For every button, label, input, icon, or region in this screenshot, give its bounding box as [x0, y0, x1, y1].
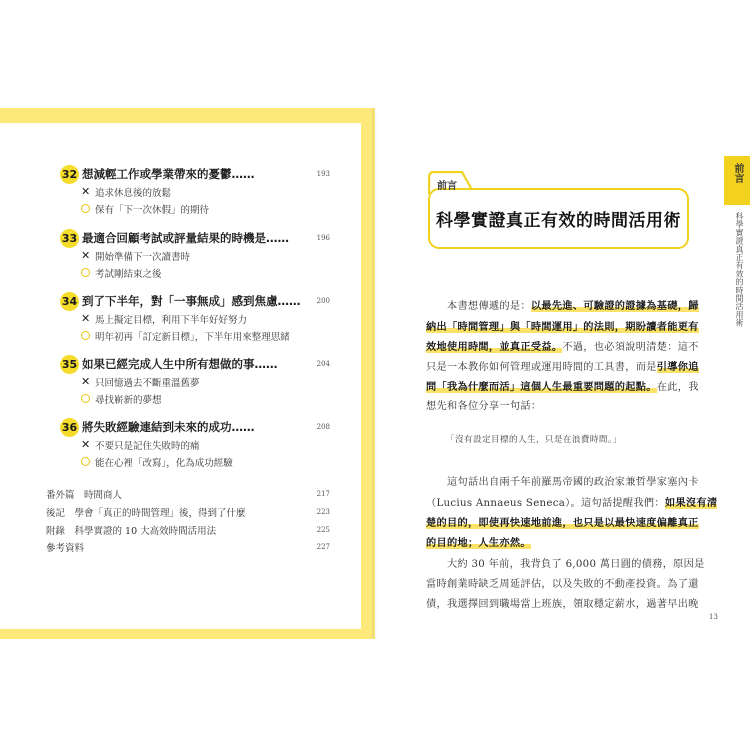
highlighted-text: 引導你追 — [656, 361, 699, 373]
toc-page-number: 208 — [316, 423, 330, 431]
toc-appendix-label: 後記 學會「真正的時間管理」後，得到了什麼 — [46, 508, 246, 519]
highlighted-text: 楚的目的，即使再快速地前進，也只是以最快速度偏離真正 — [426, 517, 699, 529]
toc-appendix-label: 附錄 科學實證的 10 大高效時間活用法 — [46, 526, 217, 537]
body-text-line — [426, 514, 704, 532]
toc-entry-title: 將失敗經驗連結到未來的成功…… — [82, 420, 255, 434]
body-text-line — [426, 338, 704, 356]
toc-appendix-entry — [46, 540, 330, 554]
body-text-line — [426, 596, 704, 614]
body-text: 在此，我 — [656, 382, 699, 393]
body-text-line — [426, 378, 704, 396]
body-text-line — [426, 494, 718, 512]
circle-icon — [81, 457, 90, 466]
right-approach-text: 尋找嶄新的夢想 — [95, 394, 162, 406]
wrong-approach-text: 開始準備下一次讀書時 — [95, 251, 191, 263]
cross-icon: ✕ — [81, 375, 91, 388]
right-approach-text: 明年初再「訂定新目標」，下半年用來整理思緒 — [95, 331, 290, 343]
body-text: 本書想傳遞的是： — [447, 301, 531, 312]
body-text-line — [447, 474, 725, 492]
toc-page-number: 196 — [316, 234, 330, 242]
body-text-line — [426, 358, 704, 376]
highlighted-text: 納出「時間管理」與「時間運用」的法則，期盼讀者能更有 — [426, 321, 699, 333]
circle-icon — [81, 268, 90, 277]
toc-entry-title: 如果已經完成人生中所有想做的事…… — [82, 357, 278, 371]
toc-appendix-entry — [46, 523, 330, 537]
toc-entry — [60, 418, 330, 470]
cross-icon: ✕ — [81, 438, 91, 451]
wrong-approach-text: 追求休息後的放鬆 — [95, 187, 172, 199]
highlighted-text: 如果沒有清 — [664, 497, 718, 509]
toc-page-number: 200 — [316, 297, 330, 305]
toc-page-number: 223 — [316, 508, 330, 516]
cross-icon: ✕ — [81, 249, 91, 262]
page-number: 13 — [709, 613, 718, 621]
highlighted-text: 問「我為什麼而活」這個人生最重要問題的起點。 — [426, 381, 657, 393]
preface-tab-label: 前言 — [437, 181, 457, 192]
wrong-approach-text: 馬上擬定目標，利用下半年好好努力 — [95, 314, 248, 326]
chapter-number-badge: 35 — [60, 355, 79, 374]
body-text-line — [426, 398, 704, 416]
circle-icon — [81, 204, 90, 213]
body-text: 大約 30 年前，我背負了 6,000 萬日圓的債務，原因是 — [447, 559, 705, 570]
seneca-quote: 「沒有設定目標的人生，只是在浪費時間。」 — [446, 435, 622, 445]
toc-appendix-label: 參考資料 — [46, 543, 85, 554]
chapter-number-badge: 34 — [60, 292, 79, 311]
body-text: 只是一本教你如何管理或運用時間的工具書，而是 — [426, 362, 657, 373]
toc-entry — [60, 229, 330, 281]
body-text: （Lucius Annaeus Seneca）。這句話提醒我們： — [426, 498, 665, 509]
toc-appendix-entry — [46, 487, 330, 501]
toc-appendix-label: 番外篇 時間商人 — [46, 490, 123, 501]
body-text: 債，我選擇回到職場當上班族，領取穩定薪水，過著早出晚 — [426, 599, 699, 610]
body-text-line — [426, 534, 704, 552]
body-text-line — [426, 318, 704, 336]
chapter-title: 科學實證真正有效的時間活用術 — [436, 211, 681, 231]
toc-appendix-entry — [46, 505, 330, 519]
cross-icon: ✕ — [81, 312, 91, 325]
toc-page-number: 225 — [316, 526, 330, 534]
toc-entry-title: 最適合回顧考試或評量結果的時機是…… — [82, 231, 289, 245]
right-approach-text: 考試剛結束之後 — [95, 268, 162, 280]
right-approach-text: 能在心裡「改寫」，化為成功經驗 — [95, 457, 233, 469]
right-approach-text: 保有「下一次休假」的期待 — [95, 204, 210, 216]
toc-entry-title: 想減輕工作或學業帶來的憂鬱…… — [82, 167, 255, 181]
wrong-approach-text: 不要只是記住失敗時的痛 — [95, 440, 200, 452]
chapter-number-badge: 32 — [60, 165, 79, 184]
toc-page-number: 217 — [316, 490, 330, 498]
highlighted-text: 效地使用時間，並真正受益。 — [426, 341, 563, 353]
body-text: 不過，也必須說明清楚：這不 — [562, 342, 699, 353]
body-text: 當時創業時缺乏周延評估，以及失敗的不動產投資。為了還 — [426, 579, 699, 590]
body-text-line — [447, 556, 725, 574]
toc-page-number: 227 — [316, 543, 330, 551]
chapter-number-badge: 36 — [60, 418, 79, 437]
side-tab-label: 前言 — [732, 163, 743, 183]
circle-icon — [81, 331, 90, 340]
running-header: 科學實證真正有效的時間活用術 — [735, 212, 744, 327]
chapter-number-badge: 33 — [60, 229, 79, 248]
highlighted-text: 的目的地；人生亦然。 — [426, 537, 531, 549]
body-text: 這句話出自兩千年前羅馬帝國的政治家兼哲學家塞內卡 — [447, 477, 699, 488]
toc-page-number: 204 — [316, 360, 330, 368]
book-gutter — [372, 108, 378, 639]
body-text: 想先和各位分享一句話： — [426, 401, 542, 412]
body-text-line — [447, 297, 725, 315]
cross-icon: ✕ — [81, 185, 91, 198]
body-text-line — [426, 576, 704, 594]
toc-entry-title: 到了下半年，對「一事無成」感到焦慮…… — [82, 294, 301, 308]
circle-icon — [81, 394, 90, 403]
wrong-approach-text: 只回憶過去不斷重溫舊夢 — [95, 377, 200, 389]
toc-entry — [60, 292, 330, 344]
toc-entry — [60, 355, 330, 407]
toc-page-number: 193 — [316, 170, 330, 178]
toc-entry — [60, 165, 330, 217]
highlighted-text: 以最先進、可驗證的證據為基礎，歸 — [530, 300, 699, 312]
